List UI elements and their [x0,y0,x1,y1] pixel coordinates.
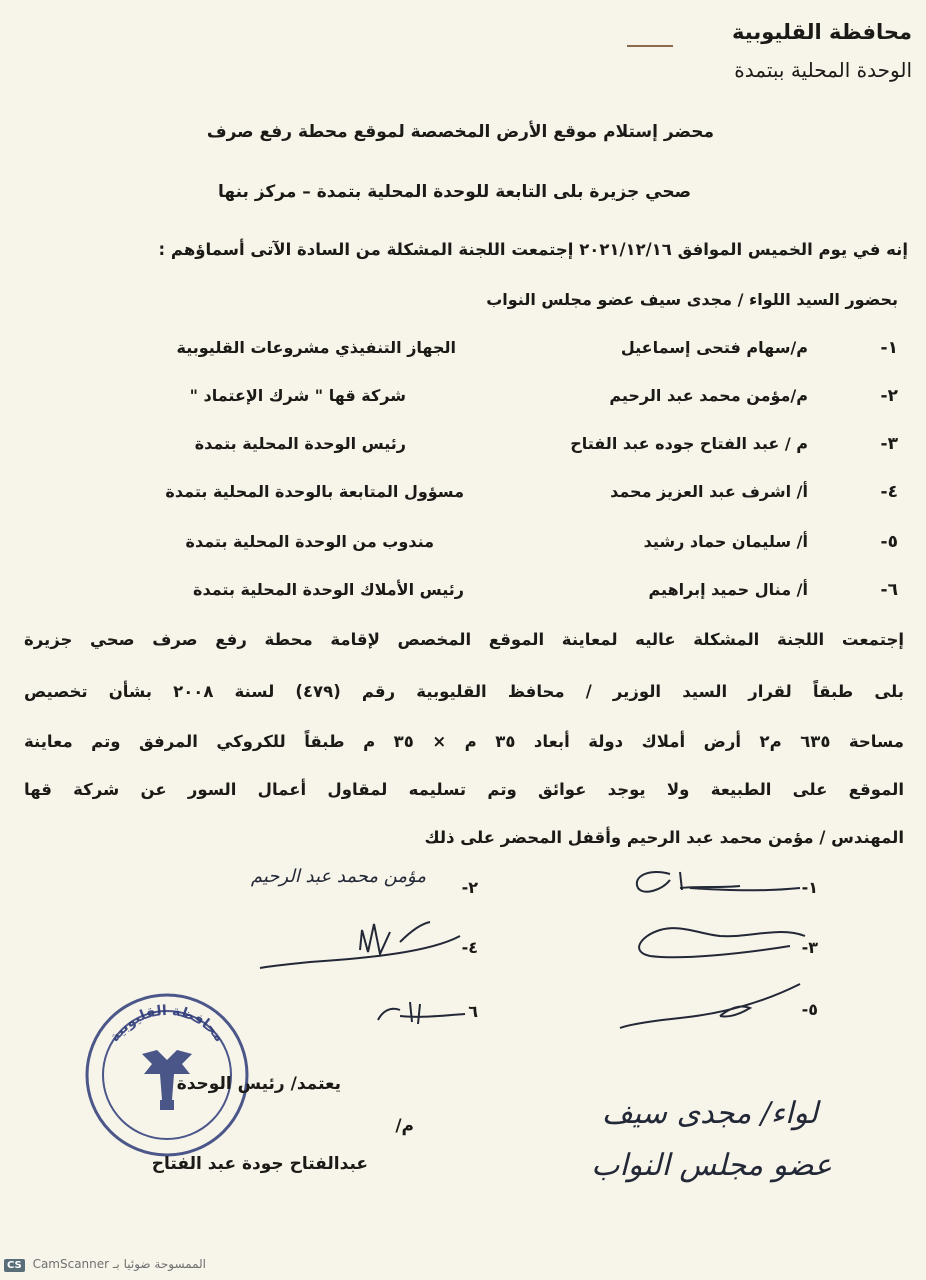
member-row [0,386,926,416]
camscanner-logo-icon: CS [4,1259,25,1272]
member-role: رئيس الوحدة المحلية بتمدة [194,434,406,453]
member-name: أ/ سليمان حماد رشيد [643,532,808,551]
body-line: إجتمعت اللجنة المشكلة عاليه لمعاينة الموقع المخصص لإقامة محطة رفع صرف صحي جزيرة [24,630,904,649]
member-number: ٤- [880,482,898,502]
member-role: شركة قها " شرك الإعتماد " [189,386,406,405]
signature-label-2: ٢- [461,878,478,897]
local-unit-header: الوحدة المحلية ببتمدة [734,58,912,82]
body-line: مساحة ٦٣٥ م٢ أرض أملاك دولة أبعاد ٣٥ م × ٣٥ م طبقاً للكروكي المرفق وتم معاينة [24,732,905,751]
member-row [0,532,926,562]
member-role: مسؤول المتابعة بالوحدة المحلية بتمدة [165,482,464,501]
pencil-mark [625,42,675,50]
member-row [0,482,926,512]
mp-handwritten-title: لواء/ مجدى سيف [601,1096,818,1131]
scanner-footer [4,1257,206,1272]
signature-3 [620,916,810,966]
scanner-footer-text: CamScanner الممسوحة ضوئيا بـ [32,1257,207,1271]
member-name: أ/ اشرف عبد العزيز محمد [610,482,808,501]
body-line: بلى طبقاً لقرار السيد الوزير / محافظ القليوبية رقم (٤٧٩) لسنة ٢٠٠٨ بشأن تخصيص [24,682,904,701]
member-role: رئيس الأملاك الوحدة المحلية بتمدة [193,580,464,599]
member-number: ٣- [880,434,898,454]
body-line: الموقع على الطبيعة ولا يوجد عوائق وتم تسليمه لمقاول أعمال السور عن شركة قها [24,780,904,799]
member-name: م/سهام فتحى إسماعيل [620,338,808,357]
intro-text: إنه في يوم الخميس الموافق ٢٠٢١/١٢/١٦ إجتمعت اللجنة المشكلة من السادة الآتى أسماؤهم : [158,240,908,259]
approval-title: م/ [395,1116,414,1136]
signature-4 [250,912,470,972]
member-number: ١- [880,338,898,358]
approval-name: عبدالفتاح جودة عبد الفتاح [151,1154,368,1174]
member-number: ٦- [880,580,898,600]
member-role: مندوب من الوحدة المحلية بتمدة [185,532,434,551]
signature-2-handwritten-name: مؤمن محمد عبد الرحيم [250,866,426,887]
member-number: ٢- [880,386,898,406]
member-name: أ/ منال حميد إبراهيم [648,580,808,599]
signature-label-1: ١- [801,878,818,897]
presence-text: بحضور السيد اللواء / مجدى سيف عضو مجلس النواب [486,290,898,309]
member-name: م/مؤمن محمد عبد الرحيم [609,386,808,405]
member-row [0,434,926,464]
member-role: الجهاز التنفيذي مشروعات القليوبية [176,338,456,357]
signature-label-6: ٦ [468,1002,478,1021]
signature-label-4: ٤- [461,938,478,957]
governorate-header: محافظة القليوبية [732,20,912,44]
body-line: المهندس / مؤمن محمد عبد الرحيم وأقفل المحضر على ذلك [424,828,904,847]
signature-label-5: ٥- [801,1000,818,1019]
stamp-text: محافظة القليوبية [106,1002,228,1046]
signature-1 [610,862,810,902]
mp-handwritten-role: عضو مجلس النواب [591,1148,832,1183]
approval-label: يعتمد/ رئيس الوحدة [176,1074,341,1094]
member-number: ٥- [880,532,898,552]
signature-6 [370,990,470,1030]
svg-text:محافظة القليوبية [107,1003,228,1045]
member-row [0,580,926,610]
document-title-line-2: صحي جزيرة بلى التابعة للوحدة المحلية بتمدة – مركز بنها [217,182,691,202]
signature-5 [600,974,810,1034]
member-name: م / عبد الفتاح جوده عبد الفتاح [570,434,808,453]
document-title-line-1: محضر إستلام موقع الأرض المخصصة لموقع محطة رفع صرف [206,122,714,142]
member-row [0,338,926,368]
signature-label-3: ٣- [801,938,818,957]
